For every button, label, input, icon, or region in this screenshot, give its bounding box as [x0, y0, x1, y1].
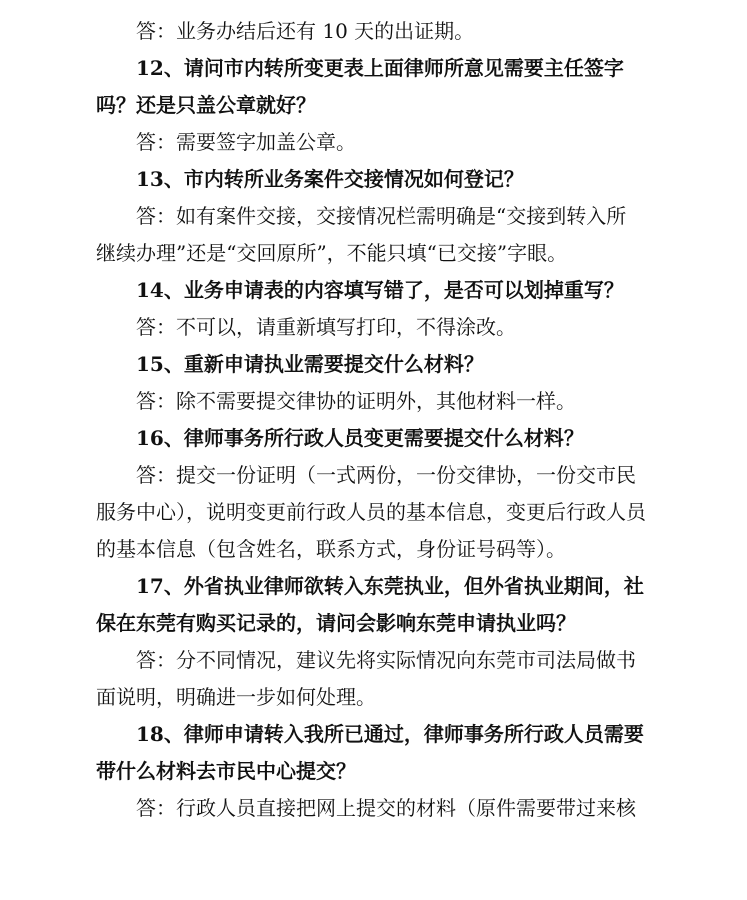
answer-line: 答：除不需要提交律协的证明外，其他材料一样。	[136, 389, 576, 413]
answer-line: 答：分不同情况，建议先将实际情况向东莞市司法局做书	[136, 648, 636, 672]
question-line: 12、请问市内转所变更表上面律师所意见需要主任签字	[136, 56, 624, 80]
question-line: 13、市内转所业务案件交接情况如何登记？	[136, 167, 524, 191]
question-line: 15、重新申请执业需要提交什么材料？	[136, 352, 484, 376]
question-line: 带什么材料去市民中心提交？	[96, 759, 356, 783]
answer-line: 答：行政人员直接把网上提交的材料（原件需要带过来核	[136, 796, 636, 820]
answer-line: 答：不可以，请重新填写打印，不得涂改。	[136, 315, 516, 339]
question-line: 吗？还是只盖公章就好？	[96, 93, 316, 117]
answer-line: 答：如有案件交接，交接情况栏需明确是“交接到转入所	[136, 204, 627, 228]
answer-line: 的基本信息（包含姓名，联系方式，身份证号码等）。	[96, 537, 566, 561]
question-line: 17、外省执业律师欲转入东莞执业，但外省执业期间，社	[136, 574, 644, 598]
question-line: 保在东莞有购买记录的，请问会影响东莞申请执业吗？	[96, 611, 576, 635]
answer-line: 答：需要签字加盖公章。	[136, 130, 356, 154]
answer-line: 答：提交一份证明（一式两份，一份交律协，一份交市民	[136, 463, 636, 487]
question-line: 16、律师事务所行政人员变更需要提交什么材料？	[136, 426, 584, 450]
question-line: 14、业务申请表的内容填写错了，是否可以划掉重写？	[136, 278, 624, 302]
answer-line: 答：业务办结后还有 10 天的出证期。	[136, 19, 475, 43]
answer-line: 服务中心），说明变更前行政人员的基本信息，变更后行政人员	[96, 500, 646, 524]
question-line: 18、律师申请转入我所已通过，律师事务所行政人员需要	[136, 722, 644, 746]
answer-line: 继续办理”还是“交回原所”，不能只填“已交接”字眼。	[96, 241, 568, 265]
answer-line: 面说明，明确进一步如何处理。	[96, 685, 376, 709]
